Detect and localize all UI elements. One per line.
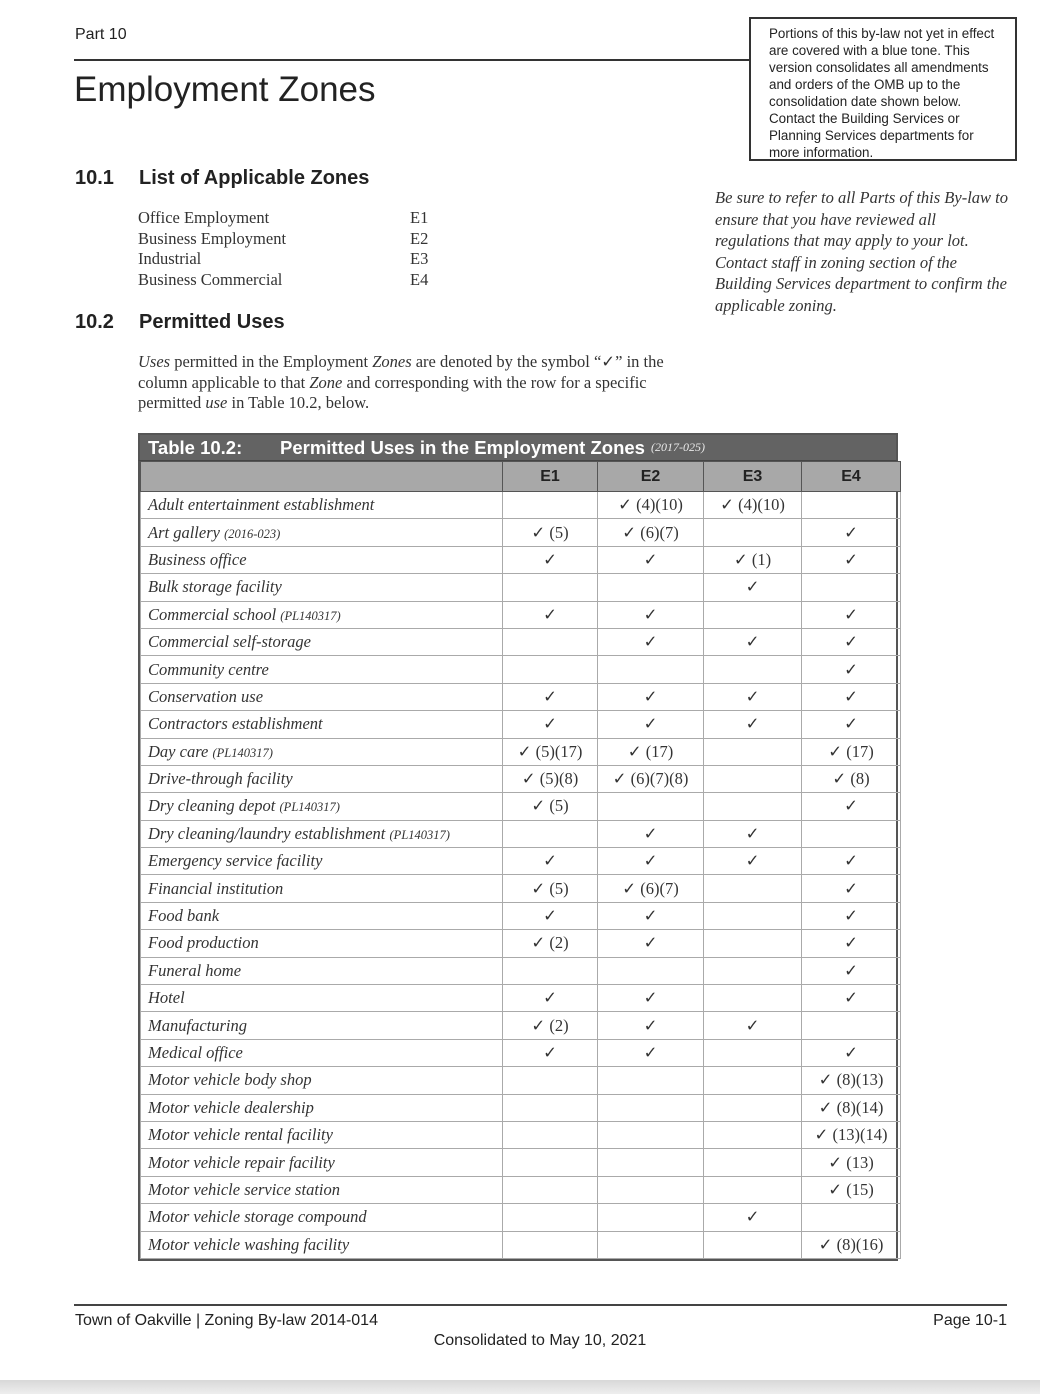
table-row [141, 1039, 901, 1066]
table-title: Permitted Uses in the Employment Zones [280, 436, 645, 458]
use-name-cell [141, 738, 503, 765]
use-name: Hotel [148, 988, 185, 1008]
zone-e2-cell: ✓ (6)(7) [598, 519, 704, 546]
defined-term: Zones [372, 352, 412, 371]
table-row [141, 656, 901, 683]
zone-e1-cell: ✓ [503, 985, 598, 1012]
zone-e4-cell: ✓ [802, 628, 901, 655]
use-name-cell [141, 1012, 503, 1039]
use-name-cell [141, 902, 503, 929]
zone-e3-cell: ✓ (1) [704, 546, 802, 573]
table-row [141, 848, 901, 875]
zone-e1-cell: ✓ [503, 683, 598, 710]
footer-rule [74, 1304, 1007, 1306]
zone-e1-cell: ✓ (5) [503, 519, 598, 546]
zone-e1-cell [503, 1067, 598, 1094]
use-name-cell [141, 1204, 503, 1231]
use-name-cell [141, 1121, 503, 1148]
zone-e3-cell: ✓ [704, 820, 802, 847]
use-name-cell [141, 574, 503, 601]
table-row [141, 902, 901, 929]
zone-e1-cell [503, 574, 598, 601]
table-row [141, 574, 901, 601]
zone-e4-cell: ✓ [802, 793, 901, 820]
table-row [141, 1012, 901, 1039]
use-name: Bulk storage facility [148, 577, 282, 597]
intro-text: are denoted by the symbol “✓” in the column applicable to that [138, 352, 664, 392]
zone-e1-cell: ✓ (2) [503, 930, 598, 957]
use-name: Commercial self-storage [148, 632, 311, 652]
zone-e3-cell [704, 985, 802, 1012]
table-row [141, 793, 901, 820]
zone-e2-cell: ✓ [598, 711, 704, 738]
table-row [141, 492, 901, 519]
permitted-uses-table [138, 433, 898, 1261]
zone-e3-cell [704, 957, 802, 984]
table-row [141, 930, 901, 957]
zone-code: E4 [410, 269, 429, 289]
table-row [141, 601, 901, 628]
use-name: Food production [148, 933, 259, 953]
zone-e3-cell [704, 656, 802, 683]
zone-e3-cell [704, 1176, 802, 1203]
use-name-cell [141, 1149, 503, 1176]
use-name: Adult entertainment establishment [148, 495, 375, 515]
use-name-cell [141, 985, 503, 1012]
zone-e1-cell [503, 492, 598, 519]
use-amendment-ref: (2016-023) [224, 526, 281, 541]
use-name-cell [141, 711, 503, 738]
zone-e3-cell [704, 1121, 802, 1148]
use-name-cell [141, 656, 503, 683]
uses-table [140, 461, 901, 1259]
zone-e1-cell: ✓ [503, 1039, 598, 1066]
table-row [141, 1149, 901, 1176]
zone-code: E2 [410, 228, 429, 248]
use-name: Medical office [148, 1043, 243, 1062]
use-name: Motor vehicle storage compound [148, 1207, 367, 1227]
zone-e2-cell [598, 1067, 704, 1094]
zone-name: Business Employment [138, 228, 287, 248]
use-amendment-ref: (PL140317) [389, 827, 450, 842]
zone-e4-cell: ✓ [802, 930, 901, 957]
zone-e4-cell: ✓ (17) [802, 738, 901, 765]
zone-e1-cell: ✓ [503, 848, 598, 875]
table-number: Table 10.2: [148, 436, 243, 458]
use-name-cell [141, 1094, 503, 1121]
zone-e2-cell: ✓ [598, 820, 704, 847]
use-name-cell [141, 1176, 503, 1203]
zone-e4-cell: ✓ [802, 546, 901, 573]
zone-e1-cell [503, 1094, 598, 1121]
table-row [141, 546, 901, 573]
zone-e1-cell: ✓ (5) [503, 875, 598, 902]
column-header-e3: E3 [704, 462, 802, 492]
zone-e4-cell: ✓ (13)(14) [802, 1121, 901, 1148]
zone-e2-cell: ✓ (17) [598, 738, 704, 765]
zone-e4-cell: ✓ (8)(14) [802, 1094, 901, 1121]
use-name-cell [141, 1039, 503, 1066]
page-edge-shadow [0, 1380, 1040, 1394]
zone-e3-cell [704, 765, 802, 792]
column-header-use [141, 462, 503, 492]
zone-e4-cell: ✓ (13) [802, 1149, 901, 1176]
zone-e2-cell: ✓ [598, 601, 704, 628]
intro-text: and corresponding with the row for a specific permitted [138, 372, 647, 412]
table-row [141, 683, 901, 710]
use-name: Motor vehicle service station [148, 1179, 340, 1199]
zone-e1-cell [503, 957, 598, 984]
zone-e1-cell [503, 656, 598, 683]
use-name: Day care [148, 741, 209, 761]
aside-note: Be sure to refer to all Parts of this By-law to ensure that you have reviewed all regulations that may apply to your lot. Contact staff in zoning section of the Building Services department to confirm the applicable zoning. [715, 188, 1009, 315]
zone-e4-cell: ✓ [802, 848, 901, 875]
column-header-e2: E2 [598, 462, 704, 492]
use-name: Food bank [148, 906, 220, 926]
table-header-row [141, 462, 901, 492]
footer-page-number: Page 10-1 [933, 1312, 1007, 1329]
zone-e4-cell: ✓ [802, 656, 901, 683]
section-heading-10-2 [75, 311, 285, 334]
zone-e2-cell [598, 1231, 704, 1258]
zone-e1-cell: ✓ [503, 711, 598, 738]
use-name: Dry cleaning depot [148, 796, 276, 816]
zone-e3-cell [704, 738, 802, 765]
table-row [141, 1231, 901, 1258]
use-name: Drive-through facility [148, 769, 293, 789]
zone-e4-cell [802, 574, 901, 601]
zone-e4-cell: ✓ [802, 601, 901, 628]
table-title-bar [138, 433, 898, 461]
intro-text: in Table 10.2, below. [227, 393, 370, 412]
zone-e2-cell [598, 793, 704, 820]
zone-e1-cell [503, 1204, 598, 1231]
zone-e4-cell: ✓ [802, 985, 901, 1012]
part-label: Part 10 [75, 26, 127, 43]
use-name-cell [141, 820, 503, 847]
use-name: Emergency service facility [148, 851, 323, 871]
use-name: Motor vehicle washing facility [148, 1234, 350, 1254]
zone-e2-cell: ✓ [598, 1012, 704, 1039]
zone-e2-cell [598, 574, 704, 601]
notice-box [749, 17, 1017, 161]
zone-e1-cell [503, 628, 598, 655]
table-row [141, 1176, 901, 1203]
zone-e3-cell [704, 519, 802, 546]
use-name-cell [141, 1067, 503, 1094]
table-row [141, 711, 901, 738]
table-row [141, 1067, 901, 1094]
zone-e2-cell: ✓ (4)(10) [598, 492, 704, 519]
zone-e3-cell: ✓ [704, 848, 802, 875]
zone-e3-cell [704, 601, 802, 628]
table-row [141, 1204, 901, 1231]
zone-e1-cell: ✓ [503, 902, 598, 929]
defined-term: Zone [309, 372, 343, 392]
column-header-e1: E1 [503, 462, 598, 492]
zone-list [138, 208, 428, 290]
section-title: List of Applicable Zones [139, 167, 370, 189]
zone-e1-cell: ✓ [503, 601, 598, 628]
zone-e3-cell: ✓ [704, 574, 802, 601]
table-row [141, 1094, 901, 1121]
zone-e4-cell: ✓ (8)(13) [802, 1067, 901, 1094]
zone-e1-cell: ✓ (2) [503, 1012, 598, 1039]
zone-e1-cell: ✓ (5) [503, 793, 598, 820]
zone-list-item [138, 249, 428, 270]
use-name-cell [141, 628, 503, 655]
zone-e4-cell: ✓ [802, 683, 901, 710]
use-name-cell [141, 519, 503, 546]
zone-e3-cell [704, 1149, 802, 1176]
zone-e2-cell: ✓ [598, 930, 704, 957]
zone-e3-cell: ✓ [704, 1012, 802, 1039]
section-title: Permitted Uses [139, 311, 285, 333]
use-name: Motor vehicle repair facility [148, 1152, 335, 1172]
zone-e4-cell: ✓ (15) [802, 1176, 901, 1203]
use-name-cell [141, 546, 503, 573]
intro-paragraph [138, 352, 698, 414]
table-row [141, 1121, 901, 1148]
zone-e3-cell: ✓ [704, 711, 802, 738]
use-name-cell [141, 793, 503, 820]
zone-e3-cell [704, 793, 802, 820]
use-name-cell [141, 957, 503, 984]
table-row [141, 738, 901, 765]
zone-e4-cell: ✓ (8) [802, 765, 901, 792]
footer-consolidation-date: Consolidated to May 10, 2021 [433, 1332, 647, 1349]
zone-e2-cell: ✓ [598, 902, 704, 929]
use-name: Contractors establishment [148, 714, 323, 734]
zone-e1-cell [503, 1149, 598, 1176]
zone-e4-cell [802, 1012, 901, 1039]
zone-name: Industrial [138, 249, 202, 268]
zone-e3-cell [704, 930, 802, 957]
zone-e4-cell: ✓ [802, 875, 901, 902]
notice-text: Portions of this by-law not yet in effect are covered with a blue tone. This version consolidates all amendments and orders of the OMB up to the consolidation date shown below. Contact the Building Services or Planning Services departments for more information. [769, 26, 995, 160]
use-name-cell [141, 683, 503, 710]
use-name-cell [141, 848, 503, 875]
zone-e2-cell [598, 1121, 704, 1148]
use-amendment-ref: (PL140317) [212, 745, 273, 760]
zone-e3-cell [704, 1039, 802, 1066]
zone-e4-cell [802, 1204, 901, 1231]
zone-e4-cell: ✓ [802, 711, 901, 738]
table-body [141, 492, 901, 1259]
zone-e1-cell: ✓ [503, 546, 598, 573]
table-row [141, 519, 901, 546]
zone-e4-cell: ✓ [802, 1039, 901, 1066]
footer-left: Town of Oakville | Zoning By-law 2014-014 [75, 1312, 378, 1329]
zone-e3-cell: ✓ [704, 628, 802, 655]
table-body-frame [138, 461, 898, 1261]
zone-e3-cell: ✓ [704, 1204, 802, 1231]
zone-list-item [138, 208, 428, 229]
use-name: Dry cleaning/laundry establishment [148, 823, 386, 843]
use-name: Financial institution [148, 878, 284, 898]
zone-e4-cell: ✓ [802, 957, 901, 984]
use-name-cell [141, 765, 503, 792]
intro-text: permitted in the Employment [170, 352, 373, 371]
section-number: 10.1 [75, 167, 114, 189]
zone-e2-cell: ✓ [598, 1039, 704, 1066]
use-name: Motor vehicle body shop [148, 1070, 312, 1090]
table-row [141, 985, 901, 1012]
zone-e2-cell [598, 1204, 704, 1231]
use-amendment-ref: (PL140317) [279, 800, 340, 815]
zone-code: E1 [410, 208, 429, 227]
table-title-ref: (2017-025) [650, 440, 705, 454]
zone-e3-cell [704, 902, 802, 929]
zone-e3-cell [704, 1067, 802, 1094]
column-header-e4: E4 [802, 462, 901, 492]
zone-e3-cell: ✓ [704, 683, 802, 710]
zone-e2-cell: ✓ [598, 546, 704, 573]
table-row [141, 765, 901, 792]
use-name-cell [141, 492, 503, 519]
zone-e2-cell: ✓ [598, 985, 704, 1012]
zone-e1-cell [503, 1121, 598, 1148]
zone-e2-cell [598, 1094, 704, 1121]
defined-term: use [205, 393, 228, 412]
use-amendment-ref: (PL140317) [280, 608, 341, 623]
table-row [141, 957, 901, 984]
use-name: Community centre [148, 659, 269, 679]
zone-e2-cell: ✓ [598, 848, 704, 875]
header-rule [74, 59, 750, 61]
zone-list-item [138, 270, 428, 291]
use-name: Art gallery [148, 522, 220, 542]
section-heading-10-1 [75, 167, 369, 190]
zone-e2-cell [598, 656, 704, 683]
zone-e2-cell: ✓ (6)(7) [598, 875, 704, 902]
zone-e4-cell: ✓ [802, 519, 901, 546]
use-name: Conservation use [148, 686, 264, 706]
zone-e3-cell: ✓ (4)(10) [704, 492, 802, 519]
zone-name: Office Employment [138, 208, 270, 227]
zone-e4-cell: ✓ [802, 902, 901, 929]
zone-e3-cell [704, 875, 802, 902]
use-name-cell [141, 930, 503, 957]
use-name-cell [141, 1231, 503, 1258]
zone-e2-cell: ✓ [598, 628, 704, 655]
use-name-cell [141, 601, 503, 628]
zone-e2-cell [598, 1176, 704, 1203]
use-name-cell [141, 875, 503, 902]
use-name: Manufacturing [148, 1015, 247, 1035]
zone-e2-cell: ✓ (6)(7)(8) [598, 765, 704, 792]
table-row [141, 875, 901, 902]
section-number: 10.2 [75, 311, 114, 333]
use-name: Motor vehicle dealership [148, 1097, 314, 1117]
zone-e4-cell [802, 492, 901, 519]
zone-list-item [138, 229, 428, 250]
zone-e3-cell [704, 1231, 802, 1258]
defined-term: Uses [138, 352, 171, 371]
use-name: Motor vehicle rental facility [148, 1125, 333, 1145]
zone-e1-cell: ✓ (5)(17) [503, 738, 598, 765]
zone-e2-cell: ✓ [598, 683, 704, 710]
use-name: Funeral home [148, 960, 242, 980]
zone-code: E3 [410, 249, 429, 268]
table-row [141, 820, 901, 847]
use-name: Commercial school [148, 604, 277, 624]
zone-e1-cell [503, 820, 598, 847]
zone-name: Business Commercial [138, 269, 283, 289]
use-name: Business office [148, 549, 247, 569]
zone-e1-cell: ✓ (5)(8) [503, 765, 598, 792]
zone-e1-cell [503, 1176, 598, 1203]
zone-e4-cell: ✓ (8)(16) [802, 1231, 901, 1258]
zone-e1-cell [503, 1231, 598, 1258]
table-row [141, 628, 901, 655]
page-title: Employment Zones [74, 70, 376, 109]
zone-e2-cell [598, 1149, 704, 1176]
zone-e4-cell [802, 820, 901, 847]
zone-e3-cell [704, 1094, 802, 1121]
zone-e2-cell [598, 957, 704, 984]
